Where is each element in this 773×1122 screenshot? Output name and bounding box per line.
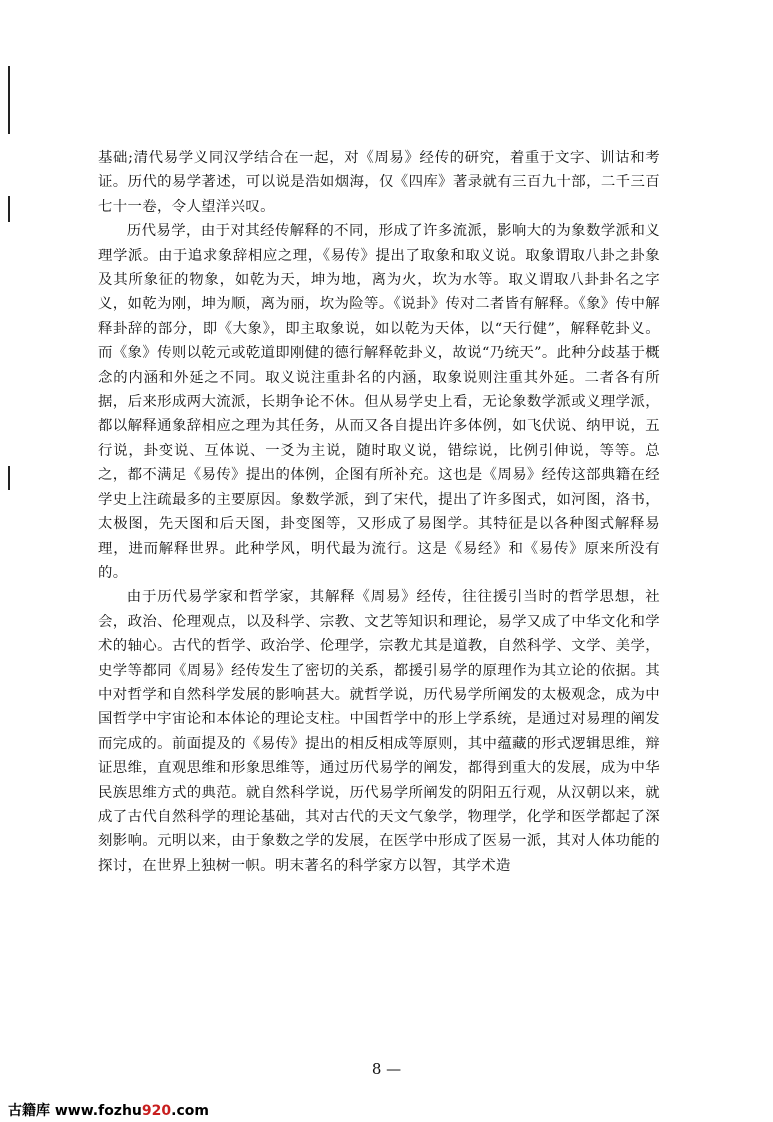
scan-edge-mark (8, 196, 10, 222)
site-watermark (8, 1100, 209, 1120)
watermark-url-part: www.fozhu (50, 1103, 142, 1119)
paragraph: 历代易学，由于对其经传解释的不同，形成了许多流派，影响大的为象数学派和义理学派。由于追求象辞相应之理，《易传》提出了取象和取义说。取象谓取八卦之卦象及其所象征的物象，如乾为天，坤为地，离为火，坎为水等。取义谓取八卦卦名之字义，如乾为刚，坤为顺，离为丽，坎为险等。《说卦》传对二者皆有解释。《象》传中解释卦辞的部分，即《大象》，即主取象说，如以乾为天体，以“天行健”，解释乾卦义。而《象》传则以乾元或乾道即刚健的德行解释乾卦义，故说“乃统天”。此种分歧基于概念的内涵和外延之不同。取义说注重卦名的内涵，取象说则注重其外延。二者各有所据，后来形成两大流派，长期争论不休。但从易学史上看，无论象数学派或义理学派，都以解释通象辞相应之理为其任务，从而又各自提出许多体例，如飞伏说、纳甲说，五行说，卦变说、互体说、一爻为主说，随时取义说，错综说，比例引伸说，等等。总之，都不满足《易传》提出的体例，企图有所补充。这也是《周易》经传这部典籍在经学史上注疏最多的主要原因。象数学派，到了宋代，提出了许多图式，如河图，洛书，太极图，先天图和后天图，卦变图等，又形成了易图学。其特征是以各种图式解释易理，进而解释世界。此种学风，明代最为流行。这是《易经》和《易传》原来所没有的。 (98, 223, 660, 581)
page-number: 8 — (371, 1060, 402, 1078)
watermark-url-number: 920 (141, 1103, 172, 1119)
watermark-url-tld: .com (171, 1103, 209, 1119)
page-body-text (98, 146, 660, 878)
paragraph: 由于历代易学家和哲学家，其解释《周易》经传，往往援引当时的哲学思想，社会，政治、伦理观点，以及科学、宗教、文艺等知识和理论，易学又成了中华文化和学术的轴心。古代的哲学、政治学、伦理学，宗教尤其是道教，自然科学、文学、美学，史学等都同《周易》经传发生了密切的关系，都援引易学的原理作为其立论的依据。其中对哲学和自然科学发展的影响甚大。就哲学说，历代易学所阐发的太极观念，成为中国哲学中宇宙论和本体论的理论支柱。中国哲学中的形上学系统，是通过对易理的阐发而完成的。前面提及的《易传》提出的相反相成等原则，其中蕴藏的形式逻辑思维，辩证思维，直观思维和形象思维等，通过历代易学的阐发，都得到重大的发展，成为中华民族思维方式的典范。就自然科学说，历代易学所阐发的阴阳五行观，从汉朝以来，就成了古代自然科学的理论基础，其对古代的天文气象学，物理学，化学和医学都起了深刻影响。元明以来，由于象数之学的发展，在医学中形成了医易一派，其对人体功能的探讨，在世界上独树一帜。明末著名的科学家方以智，其学术造 (98, 589, 660, 874)
paragraph-continuation: 基础;清代易学义同汉学结合在一起，对《周易》经传的研究，着重于文字、训诂和考证。历代的易学著述，可以说是浩如烟海，仅《四库》著录就有三百九十部，二千三百七十一卷，令人望洋兴叹。 (98, 150, 660, 215)
scan-edge-mark (8, 66, 10, 134)
watermark-brand: 古籍库 (8, 1103, 50, 1119)
scan-edge-mark (8, 466, 10, 490)
